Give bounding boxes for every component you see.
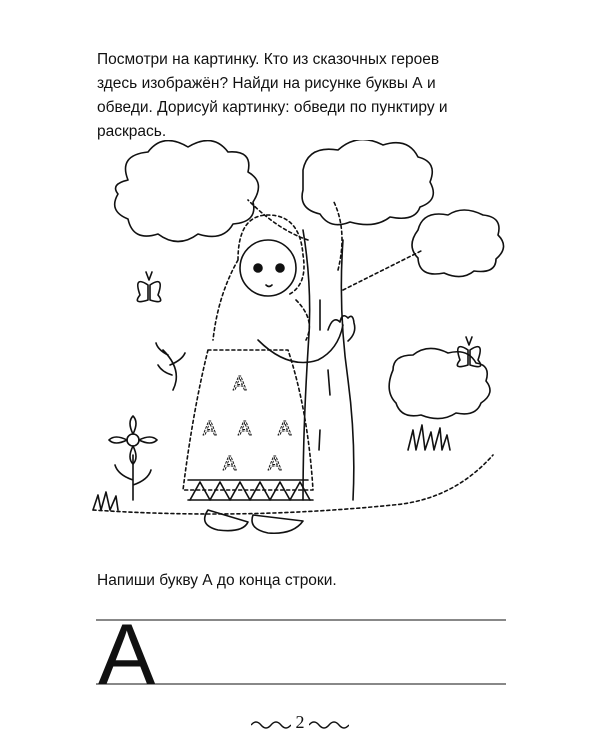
instruction-line-3: обведи. Дорисуй картинку: обведи по пунктиру и [97, 99, 448, 116]
instruction-line-1: Посмотри на картинку. Кто из сказочных героев [97, 51, 440, 68]
tree-foliage-top [302, 140, 433, 225]
girl-hand [328, 316, 355, 341]
flower [109, 416, 157, 500]
girl-eye-left [254, 264, 262, 272]
girl-eye-right [276, 264, 284, 272]
ground-line [93, 455, 493, 514]
dress-letter-a: A [238, 418, 252, 440]
trunk-texture [319, 300, 330, 450]
instruction-text [97, 48, 507, 144]
page-footer [0, 712, 600, 733]
grass-right [408, 425, 450, 450]
sample-letter: A [98, 607, 156, 703]
girl-shoe-right [252, 515, 303, 533]
instruction-line-2: здесь изображён? Найди на рисунке буквы А и [97, 75, 436, 92]
dress-letter-a: A [223, 453, 237, 475]
girl-mouth [266, 285, 272, 287]
leaf-sprig [156, 343, 185, 390]
tree-foliage-left [115, 141, 259, 242]
instruction-line-4: раскрась. [97, 123, 167, 140]
grass-left [93, 492, 118, 510]
dress-zigzag [190, 482, 310, 500]
writing-task-prompt: Напиши букву А до конца строки. [97, 572, 337, 589]
girl-head [240, 240, 296, 296]
girl-shoe-left [205, 510, 248, 531]
coloring-illustration [88, 140, 518, 540]
handwriting-lines [96, 618, 506, 686]
wave-decoration-left [251, 719, 291, 729]
dress-letter-a: A [203, 418, 217, 440]
tree-branch [248, 200, 423, 290]
wave-decoration-right [309, 719, 349, 729]
tree-foliage-right [412, 210, 504, 277]
girl-arm [258, 325, 343, 363]
bush [389, 348, 490, 418]
dress-letter-a: A [278, 418, 292, 440]
dress-letter-a: A [233, 373, 247, 395]
dress-letter-a: A [268, 453, 282, 475]
butterfly-left [137, 272, 160, 302]
page-number: 2 [295, 712, 305, 732]
